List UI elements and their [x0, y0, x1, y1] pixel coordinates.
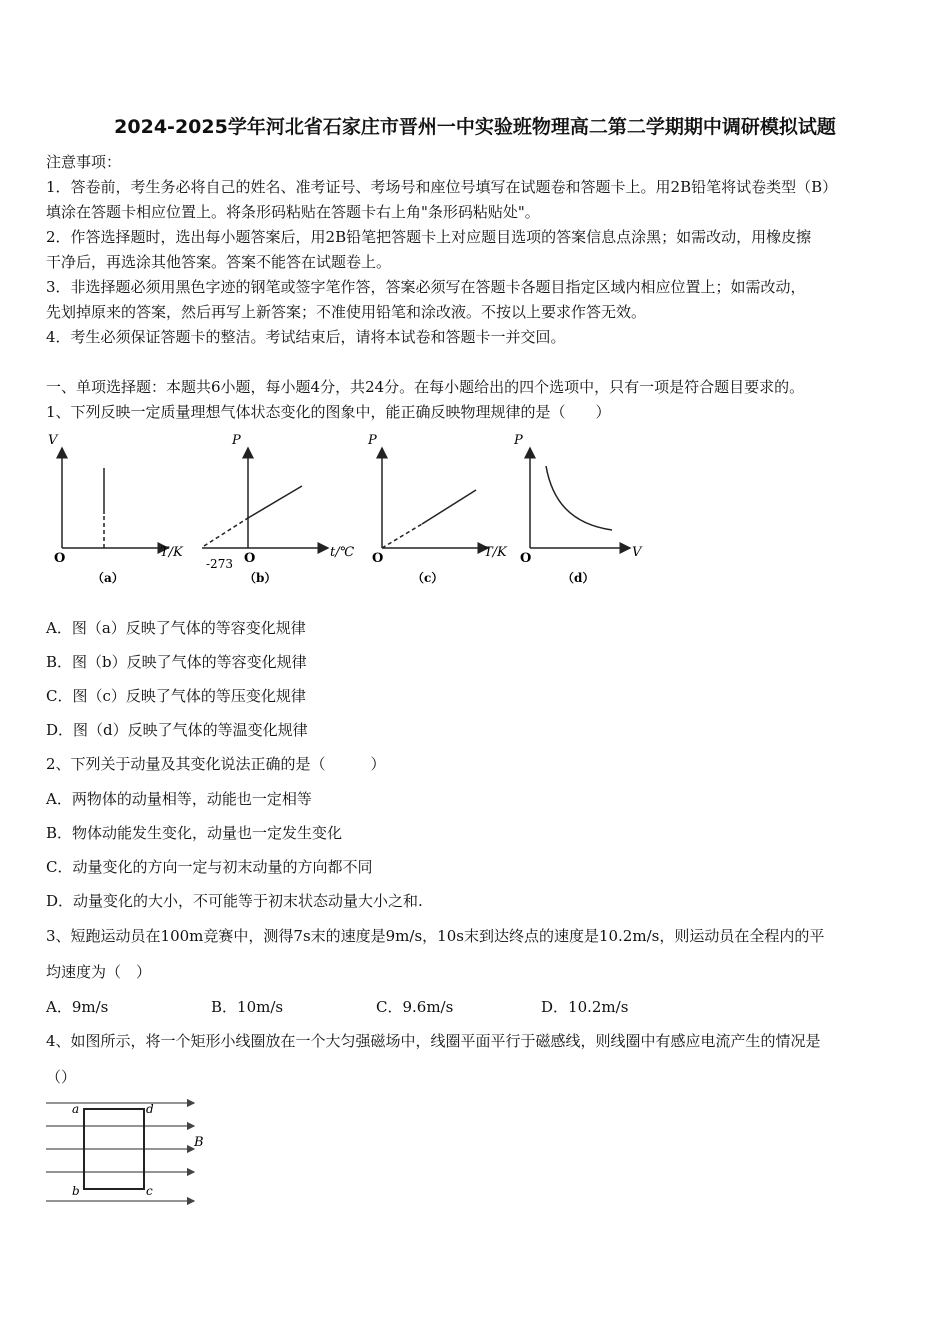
question-3-stem-cont: 均速度为（ ） — [46, 963, 152, 981]
coil-corner-d: d — [146, 1102, 154, 1116]
coil-corner-a: a — [72, 1102, 80, 1116]
q3-option-d[interactable]: D．10.2m/s — [541, 998, 629, 1016]
graph-b-xlabel: t/℃ — [330, 545, 355, 560]
notice-line: 4．考生必须保证答题卡的整洁。考试结束后，请将本试卷和答题卡一并交回。 — [46, 328, 566, 346]
q1-option-a[interactable]: A．图（a）反映了气体的等容变化规律 — [46, 619, 306, 637]
question-4-stem: 4、如图所示，将一个矩形小线圈放在一个大匀强磁场中，线圈平面平行于磁感线，则线圈中有感应电流产生的情况是 — [46, 1032, 821, 1050]
question-3-stem: 3、短跑运动员在100m竞赛中，测得7s末的速度是9m/s，10s末到达终点的速度是10.2m/s，则运动员在全程内的平 — [46, 927, 825, 945]
graph-a-xlabel: T/K — [160, 545, 183, 560]
graph-b-ylabel: P — [232, 433, 241, 448]
graph-d-xlabel: V — [632, 545, 642, 560]
q3-option-b[interactable]: B．10m/s — [211, 998, 284, 1016]
graph-b — [202, 433, 355, 585]
coil-corner-b: b — [72, 1184, 80, 1198]
graph-d-origin: O — [520, 551, 532, 566]
graph-b-caption: （b） — [244, 571, 277, 585]
notice-line: 干净后，再选涂其他答案。答案不能答在试题卷上。 — [46, 253, 392, 271]
q3-option-c[interactable]: C．9.6m/s — [376, 998, 454, 1016]
graph-c — [367, 433, 508, 585]
q1-option-d[interactable]: D．图（d）反映了气体的等温变化规律 — [46, 721, 308, 739]
field-label-b: B — [194, 1135, 204, 1150]
coil-corner-c: c — [146, 1184, 153, 1198]
q2-option-c[interactable]: C．动量变化的方向一定与初末动量的方向都不同 — [46, 858, 373, 876]
notice-heading: 注意事项： — [46, 153, 122, 171]
graph-c-origin: O — [372, 551, 384, 566]
question-1-stem: 1、下列反映一定质量理想气体状态变化的图象中，能正确反映物理规律的是（ ） — [46, 403, 611, 421]
q2-option-a[interactable]: A．两物体的动量相等，动能也一定相等 — [46, 790, 312, 808]
notice-line: 1．答卷前，考生务必将自己的姓名、准考证号、考场号和座位号填写在试题卷和答题卡上。用2B铅笔将试卷类型（B） — [46, 178, 838, 196]
graph-d-caption: （d） — [562, 571, 595, 585]
page-title: 2024-2025学年河北省石家庄市晋州一中实验班物理高二第二学期期中调研模拟试题 — [114, 116, 836, 138]
q2-option-d[interactable]: D．动量变化的大小，不可能等于初末状态动量大小之和. — [46, 892, 423, 910]
q2-option-b[interactable]: B．物体动能发生变化，动量也一定发生变化 — [46, 824, 343, 842]
graph-c-ylabel: P — [368, 433, 377, 448]
graph-c-caption: （c） — [412, 571, 444, 585]
graph-a-origin: O — [54, 551, 66, 566]
notice-line: 先划掉原来的答案，然后再写上新答案；不准使用铅笔和涂改液。不按以上要求作答无效。 — [46, 303, 647, 321]
section-heading: 一、单项选择题：本题共6小题，每小题4分，共24分。在每小题给出的四个选项中，只有一项是符合题目要求的。 — [46, 378, 805, 396]
question-4-stem-cont: （） — [46, 1068, 77, 1086]
graph-a-caption: （a） — [92, 571, 124, 585]
q3-option-a[interactable]: A．9m/s — [46, 998, 109, 1016]
graph-b-tick: -273 — [206, 557, 233, 571]
graph-d — [513, 433, 643, 585]
notice-line: 3．非选择题必须用黑色字迹的钢笔或签字笔作答，答案必须写在答题卡各题目指定区域内相应位置上；如需改动， — [46, 278, 806, 296]
q4-coil-figure — [44, 1096, 214, 1208]
q1-graphs-figure — [40, 428, 660, 596]
graph-a-ylabel: V — [48, 433, 58, 448]
graph-b-origin: O — [244, 551, 256, 566]
graph-a — [48, 433, 184, 585]
graph-d-ylabel: P — [514, 433, 523, 448]
notice-line: 2．作答选择题时，选出每小题答案后，用2B铅笔把答题卡上对应题目选项的答案信息点涂黑；如需改动，用橡皮擦 — [46, 228, 812, 246]
question-2-stem: 2、下列关于动量及其变化说法正确的是（ ） — [46, 755, 386, 773]
notice-line: 填涂在答题卡相应位置上。将条形码粘贴在答题卡右上角"条形码粘贴处"。 — [46, 203, 540, 221]
graph-c-xlabel: T/K — [484, 545, 507, 560]
q1-option-b[interactable]: B．图（b）反映了气体的等容变化规律 — [46, 653, 307, 671]
q1-option-c[interactable]: C．图（c）反映了气体的等压变化规律 — [46, 687, 306, 705]
